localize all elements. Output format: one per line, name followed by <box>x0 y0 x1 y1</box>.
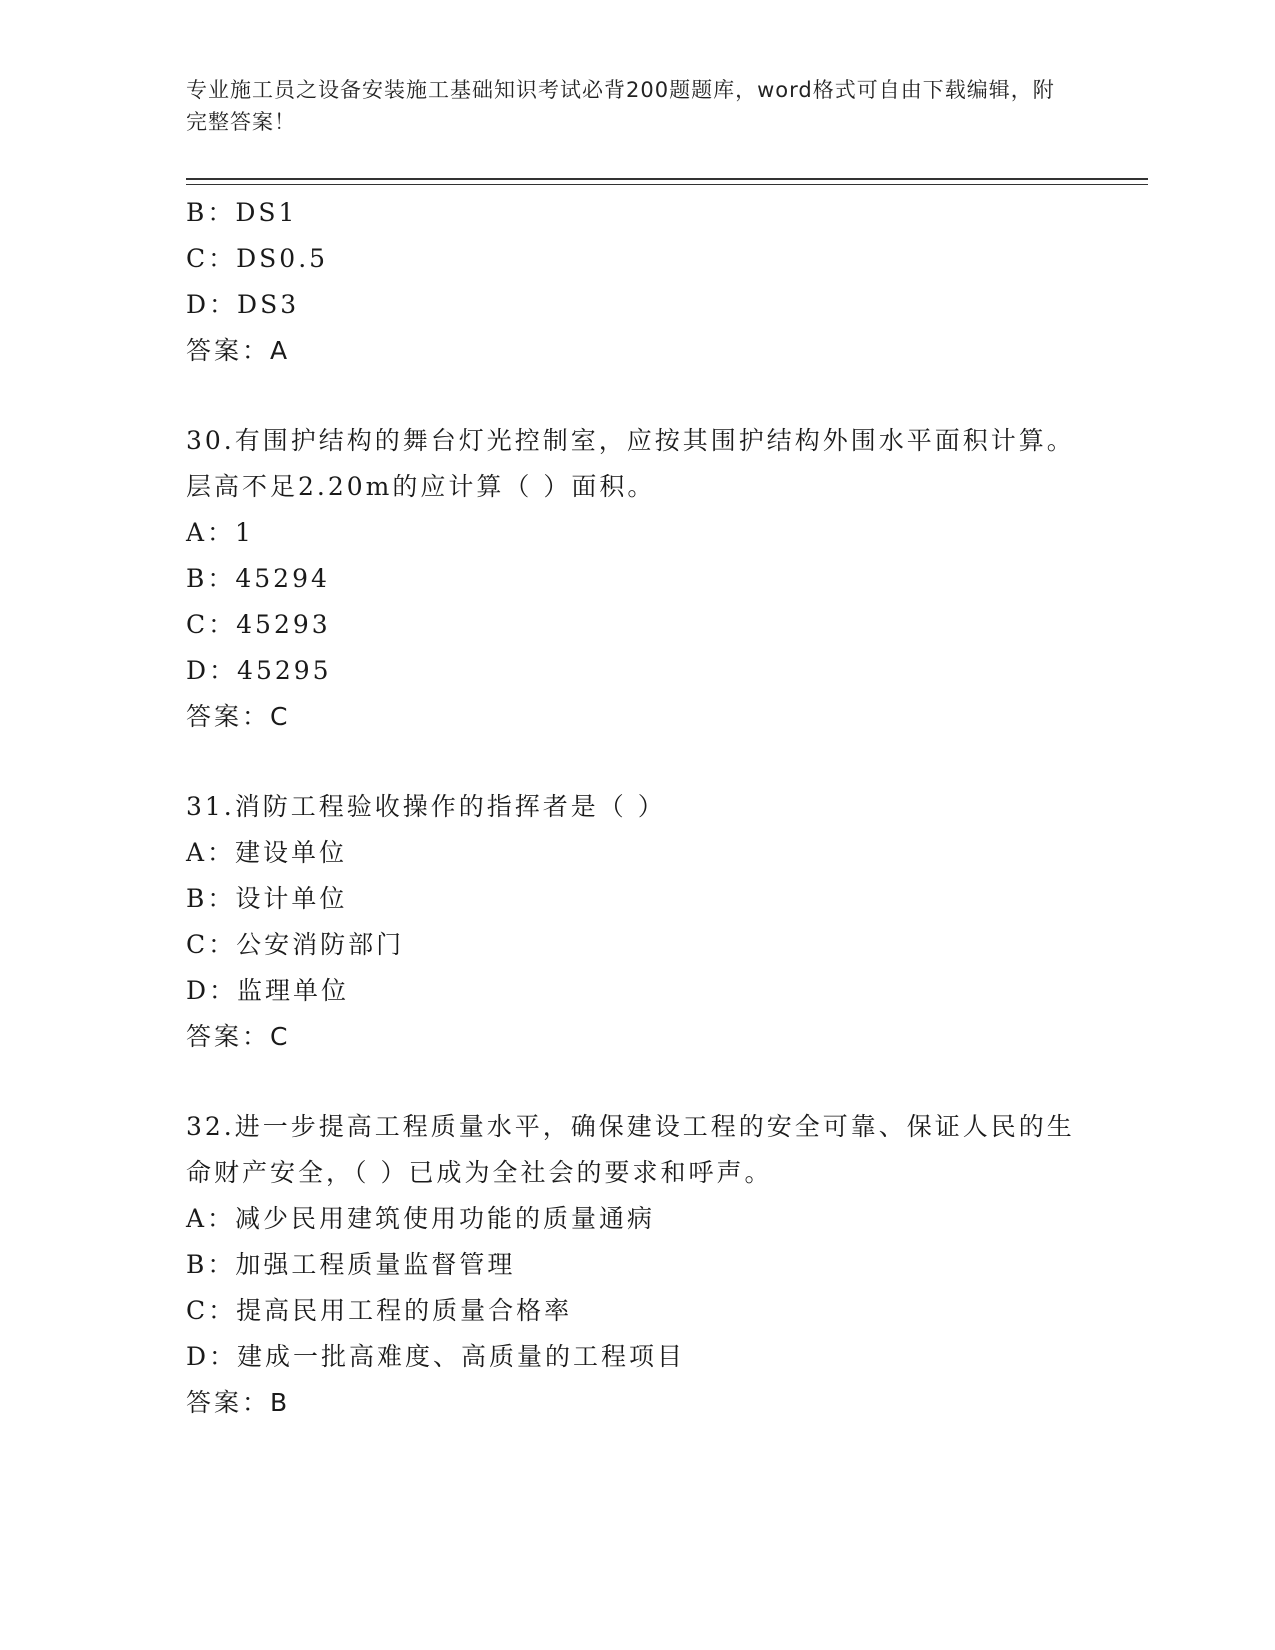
question-stem: 30.有围护结构的舞台灯光控制室，应按其围护结构外围水平面积计算。层高不足2.20m的应计算（ ）面积。 <box>186 426 1075 501</box>
option-d: D：DS3 <box>186 290 300 319</box>
option-d: D：建成一批高难度、高质量的工程项目 <box>186 1342 686 1371</box>
option-c: C：公安消防部门 <box>186 930 405 959</box>
question-stem: 31.消防工程验收操作的指挥者是（ ） <box>186 792 666 821</box>
answer: 答案：C <box>186 1022 291 1051</box>
question-list <box>186 190 1086 1426</box>
partial-question <box>186 190 1086 374</box>
option-a: A：减少民用建筑使用功能的质量通病 <box>186 1204 656 1233</box>
option-b: B：45294 <box>186 564 330 593</box>
answer: 答案：B <box>186 1388 291 1417</box>
page-header: 专业施工员之设备安装施工基础知识考试必背200题题库，word格式可自由下载编辑，附完整答案！ <box>186 78 1055 134</box>
answer: 答案：A <box>186 336 291 365</box>
answer: 答案：C <box>186 702 291 731</box>
option-d: D：监理单位 <box>186 976 350 1005</box>
question-31 <box>186 784 1086 1060</box>
option-d: D：45295 <box>186 656 332 685</box>
option-c: C：45293 <box>186 610 331 639</box>
question-32 <box>186 1104 1086 1426</box>
option-c: C：提高民用工程的质量合格率 <box>186 1296 573 1325</box>
option-b: B：设计单位 <box>186 884 348 913</box>
option-b: B：DS1 <box>186 198 298 227</box>
header-rule-thick <box>186 178 1148 180</box>
question-stem: 32.进一步提高工程质量水平，确保建设工程的安全可靠、保证人民的生命财产安全，（ ）已成为全社会的要求和呼声。 <box>186 1112 1075 1187</box>
option-b: B：加强工程质量监督管理 <box>186 1250 516 1279</box>
header-rule-thin <box>186 184 1148 185</box>
option-c: C：DS0.5 <box>186 244 329 273</box>
question-30 <box>186 418 1086 740</box>
option-a: A：1 <box>186 518 254 547</box>
option-a: A：建设单位 <box>186 838 348 867</box>
